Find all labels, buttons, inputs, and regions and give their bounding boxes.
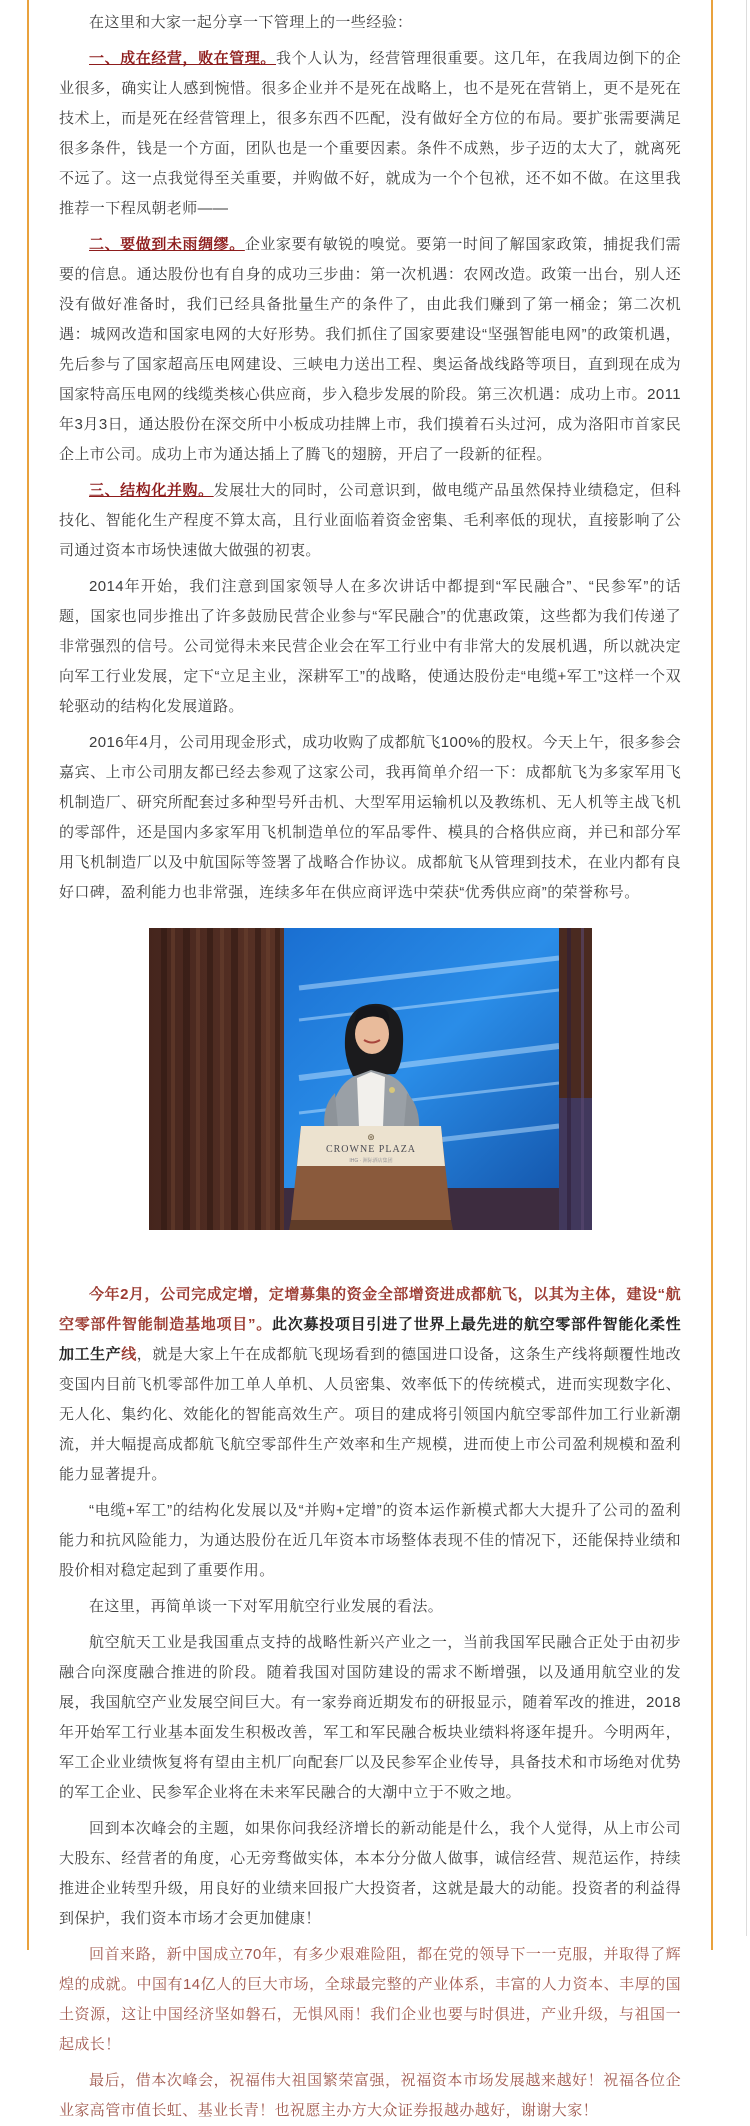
paragraph: [59, 2066, 681, 2126]
text-segment-red-bold: 线: [121, 1346, 137, 1363]
viewport-edge-line: [746, 0, 747, 1936]
text-segment-normal: “电缆+军工”的结构化发展以及“并购+定增”的资本运作新模式都大大提升了公司的盈利能力和抗风险能力，为通达股份在近几年资本市场整体表现不佳的情况下，还能保持业绩和股价相对稳定起到了重要作用。: [59, 1502, 681, 1579]
paragraph: [59, 1814, 681, 1934]
article-body-bottom: [59, 1280, 681, 2126]
text-segment-normal: 2016年4月，公司用现金形式，成功收购了成都航飞100%的股权。今天上午，很多参会嘉宾、上市公司朋友都已经去参观了这家公司，我再简单介绍一下：成都航飞为多家军用飞机制造厂、研究所配套过多种型号歼击机、大型军用运输机以及教练机、无人机等主战飞机的零部件，还是国内多家军用飞机制造单位的军品零件、模具的合格供应商，并已和部分军用飞机制造厂以及中航国际等签署了战略合作协议。成都航飞从管理到技术，在业内都有良好口碑，盈利能力也非常强，连续多年在供应商评选中荣获“优秀供应商”的荣誉称号。: [59, 734, 681, 901]
text-segment-normal: ，就是大家上午在成都航飞现场看到的德国进口设备，这条生产线将颠覆性地改变国内目前飞机零部件加工单人单机、人员密集、效率低下的传统模式，进而实现数字化、无人化、集约化、效能化的智能高效生产。项目的建成将引领国内航空零部件加工行业新潮流，并大幅提高成都航飞航空零部件生产效率和生产规模，进而使上市公司盈利规模和盈利能力显著提升。: [59, 1346, 681, 1483]
article-body-top: [59, 8, 681, 908]
text-segment-black-bold: 此次募投项目引进了世界上最先进的航空零部件智能化柔性加工生产: [59, 1316, 681, 1363]
podium-brand-text: CROWNE PLAZA: [325, 1144, 416, 1155]
article-frame: [27, 0, 713, 2119]
text-segment-normal: 航空航天工业是我国重点支持的战略性新兴产业之一，当前我国军民融合正处于由初步融合向深度融合推进的阶段。随着我国对国防建设的需求不断增强，以及通用航空业的发展，我国航空产业发展空间巨大。有一家券商近期发布的研报显示，随着军改的推进，2018年开始军工行业基本面发生积极改善，军工和军民融合板块业绩料将逐年提升。今明两年，军工企业业绩恢复将有望由主机厂向配套厂以及民参军企业传导，具备技术和市场绝对优势的军工企业、民参军企业将在未来军民融合的大潮中立于不败之地。: [59, 1634, 681, 1801]
curtain-left: [149, 928, 284, 1230]
paragraph: [59, 1940, 681, 2060]
speaker-photo[interactable]: [149, 928, 592, 1230]
paragraph: [59, 1496, 681, 1586]
text-segment-normal: 企业家要有敏锐的嗅觉。要第一时间了解国家政策，捕捉我们需要的信息。通达股份也有自身的成功三步曲：第一次机遇：农网改造。政策一出台，别人还没有做好准备时，我们已经具备批量生产的条件了，由此我们赚到了第一桶金；第二次机遇：城网改造和国家电网的大好形势。我们抓住了国家要建设“坚强智能电网”的政策机遇，先后参与了国家超高压电网建设、三峡电力送出工程、奥运备战线路等项目，直到现在成为国家特高压电网的线缆类核心供应商，步入稳步发展的阶段。第三次机遇：成功上市。2011年3月3日，通达股份在深交所中小板成功挂牌上市，我们摸着石头过河，成为洛阳市首家民企上市公司。成功上市为通达插上了腾飞的翅膀，开启了一段新的征程。: [59, 236, 681, 463]
text-segment-normal: 在这里和大家一起分享一下管理上的一些经验：: [89, 14, 413, 31]
text-segment-normal: 我个人认为，经营管理很重要。这几年，在我周边倒下的企业很多，确实让人感到惋惜。很多企业并不是死在战略上，也不是死在营销上，更不是死在技术上，而是死在经营管理上，很多东西不匹配，没有做好全方位的布局。要扩张需要满足很多条件，钱是一个方面，团队也是一个重要因素。条件不成熟，步子迈的太大了，就离死不远了。这一点我觉得至关重要，并购做不好，就成为一个个包袱，还不如不做。在这里我推荐一下程凤朝老师——: [59, 50, 682, 217]
paragraph: [59, 8, 681, 38]
text-segment-normal: 发展壮大的同时，公司意识到，做电缆产品虽然保持业绩稳定，但科技化、智能化生产程度不算太高，且行业面临着资金密集、毛利率低的现状，直接影响了公司通过资本市场快速做大做强的初衷。: [59, 482, 681, 559]
paragraph: [59, 1280, 681, 1490]
text-segment-normal: 回到本次峰会的主题，如果你问我经济增长的新动能是什么，我个人觉得，从上市公司大股东、经营者的角度，心无旁骛做实体，本本分分做人做事，诚信经营、规范运作，持续推进企业转型升级，用良好的业绩来回报广大投资者，这就是最大的动能。投资者的利益得到保护，我们资本市场才会更加健康！: [59, 1820, 681, 1927]
paragraph: [59, 728, 681, 908]
paragraph: [59, 1628, 681, 1808]
paragraph: [59, 476, 681, 566]
podium: [289, 1126, 453, 1230]
curtain-right: [559, 928, 592, 1230]
text-segment-red-bold: 今年2月，公司完成定增，定增募集的资金全部增资进成都航飞，以其为主体，建设“航空零部件智能制造基地项目”。: [59, 1286, 681, 1333]
text-segment-normal: 最后，借本次峰会，祝福伟大祖国繁荣富强，祝福资本市场发展越来越好！祝福各位企业家高管市值长虹、基业长青！也祝愿主办方大众证券报越办越好，谢谢大家！: [59, 2072, 681, 2119]
paragraph: [59, 230, 681, 470]
paragraph: [59, 44, 681, 224]
text-segment-heading-red: 二、要做到未雨绸缪。: [89, 236, 245, 253]
text-segment-normal: 回首来路，新中国成立70年，有多少艰难险阻，都在党的领导下一一克服，并取得了辉煌的成就。中国有14亿人的巨大市场，全球最完整的产业体系，丰富的人力资本、丰厚的国土资源，这让中国经济坚如磐石，无惧风雨！我们企业也要与时俱进，产业升级，与祖国一起成长！: [59, 1946, 681, 2053]
podium-sub-text: IHG · 洲际酒店集团: [348, 1158, 393, 1164]
paragraph: [59, 1592, 681, 1622]
paragraph: [59, 572, 681, 722]
text-segment-normal: 2014年开始，我们注意到国家领导人在多次讲话中都提到“军民融合”、“民参军”的话题，国家也同步推出了许多鼓励民营企业参与“军民融合”的优惠政策，这些都为我们传递了非常强烈的信号。公司觉得未来民营企业会在军工行业中有非常大的发展机遇，所以就决定向军工行业发展，定下“立足主业，深耕军工”的战略，使通达股份走“电缆+军工”这样一个双轮驱动的结构化发展道路。: [59, 578, 681, 715]
podium-crown-logo: ⊛: [366, 1132, 375, 1142]
text-segment-heading-red: 一、成在经营，败在管理。: [89, 50, 277, 67]
text-segment-normal: 在这里，再简单谈一下对军用航空行业发展的看法。: [89, 1598, 444, 1615]
text-segment-heading-red: 三、结构化并购。: [89, 482, 214, 499]
